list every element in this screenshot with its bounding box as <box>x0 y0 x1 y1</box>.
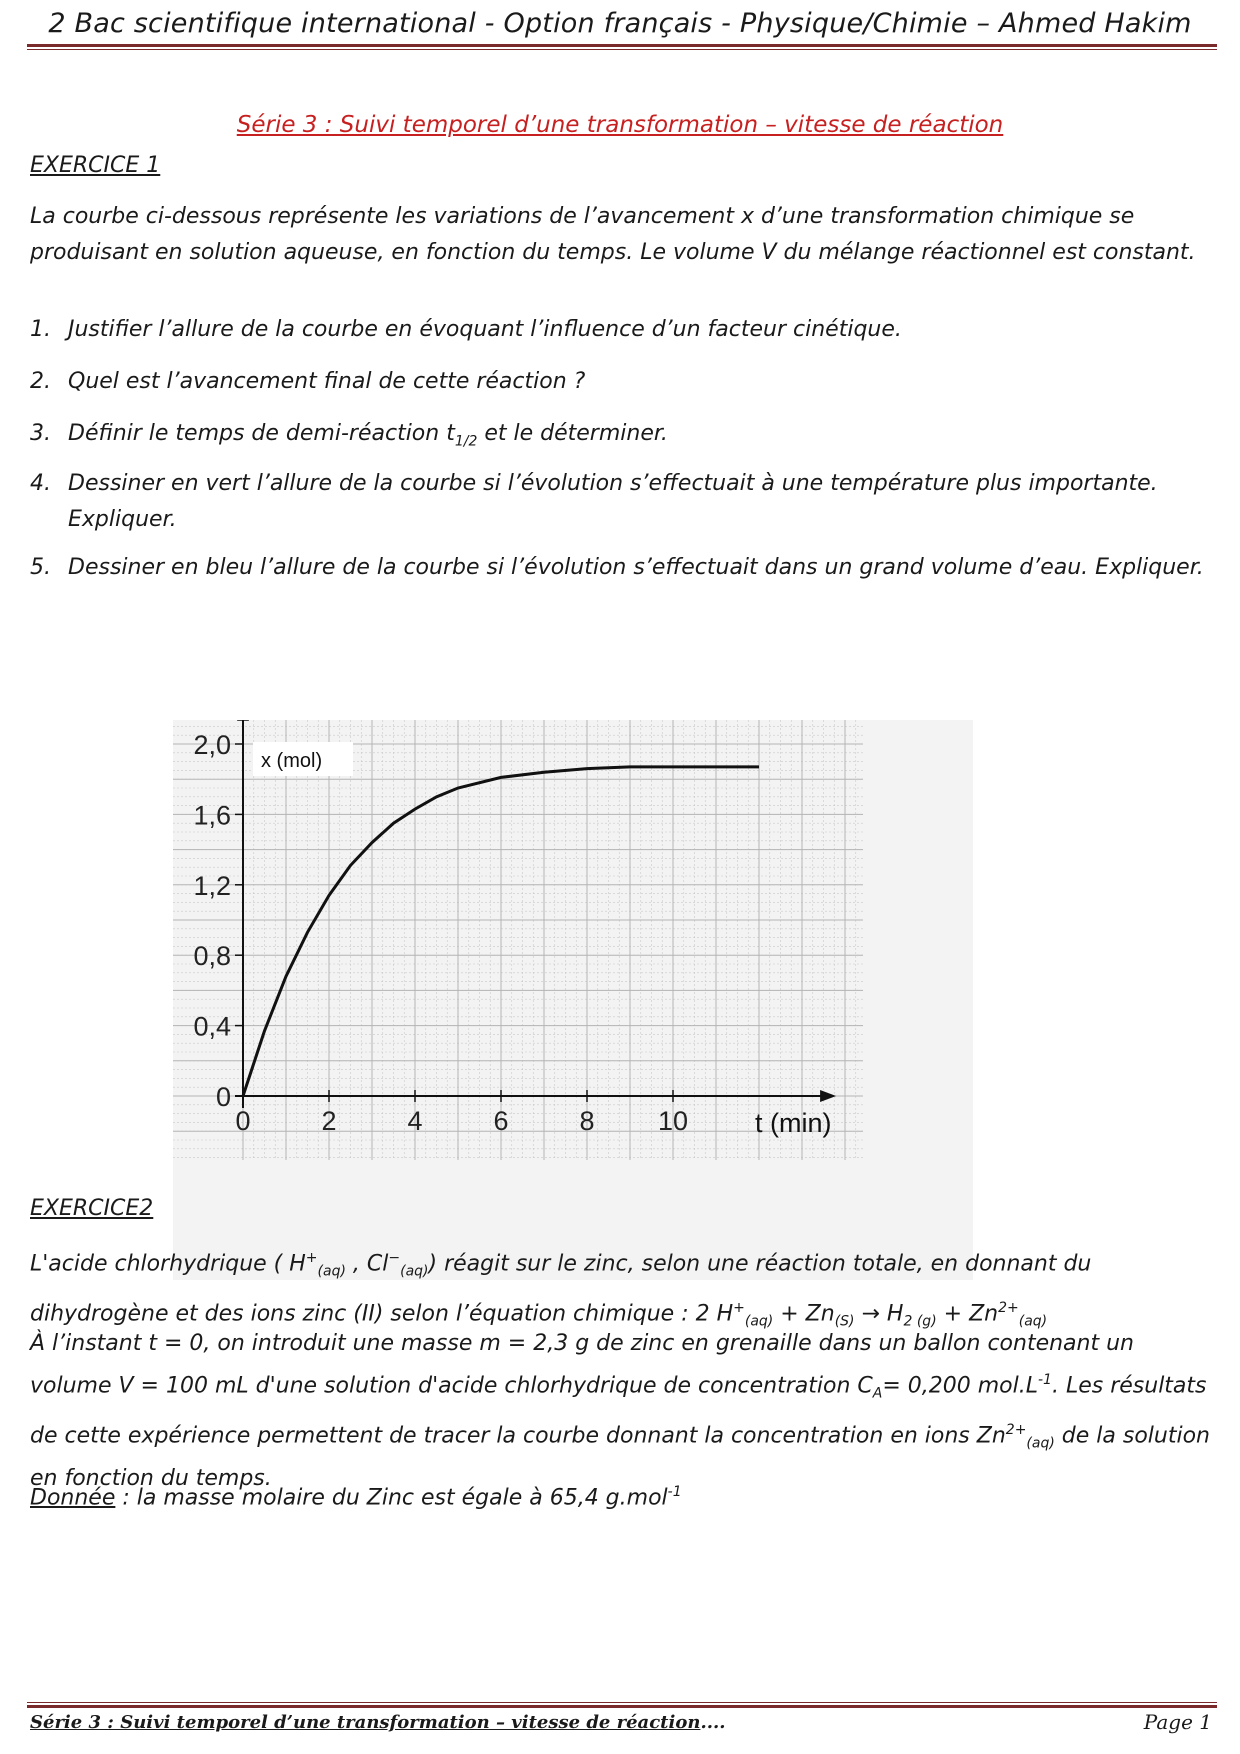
text-part: ) réagit sur le zinc, selon une réaction totale, en donnant du dihydrogène et des ions zinc (II) selon l’équation chimique : 2 H <box>30 1251 1092 1327</box>
question-number: 2. <box>30 369 51 394</box>
text-part: L'acide chlorhydrique ( H <box>30 1251 306 1277</box>
text-part: À l’instant t = 0, on introduit une masse m = 2,3 g de zinc en grenaille dans un ballon contenant un volume V = 100 mL d'une solution d'acide chlorhydrique de concentration C <box>30 1331 1134 1399</box>
x-tick-label: 0 <box>235 1106 251 1136</box>
unit-sup: -1 <box>1038 1372 1052 1388</box>
half-life-subscript: 1/2 <box>454 433 478 450</box>
text-part: → H <box>854 1301 904 1327</box>
state-sub: (S) <box>834 1313 855 1330</box>
data-text: : la masse molaire du Zinc est égale à 65,4 g.mol <box>115 1485 668 1511</box>
exercise-2-paragraph-2 <box>30 1326 1210 1497</box>
footer-dots: .... <box>700 1712 726 1733</box>
chart-container <box>173 720 973 1280</box>
y-tick-label: 0,8 <box>193 941 231 972</box>
header-rule-top <box>27 44 1217 47</box>
question-text <box>68 416 1210 459</box>
question-text: Quel est l’avancement final de cette réaction ? <box>68 369 586 394</box>
x-tick-label: 2 <box>321 1106 337 1136</box>
question-3 <box>30 416 1210 459</box>
question-5 <box>30 550 1210 586</box>
exercise-1-intro: La courbe ci-dessous représente les variations de l’avancement x d’une transformation chimique se produisant en solution aqueuse, en fonction du temps. Le volume V du mélange réactionnel est constant. <box>30 204 1196 265</box>
exercise-2-paragraph-1 <box>30 1240 1210 1339</box>
series-title: Série 3 : Suivi temporel d’une transformation – vitesse de réaction <box>236 112 1004 138</box>
y-axis-label: x (mol) <box>261 750 323 772</box>
charge-sup: + <box>733 1299 745 1316</box>
question-number: 5. <box>30 555 51 580</box>
question-number: 4. <box>30 471 51 496</box>
state-sub: A <box>872 1385 883 1402</box>
question-number: 1. <box>30 317 51 342</box>
charge-sup: 2+ <box>998 1299 1019 1316</box>
page-header-title: 2 Bac scientifique international - Option français - Physique/Chimie – Ahmed Hakim <box>48 8 1192 39</box>
state-sub: 2 (g) <box>903 1313 937 1330</box>
state-sub: (aq) <box>317 1263 346 1280</box>
chart-background <box>173 720 973 1280</box>
exercise-2-data <box>30 1474 1210 1516</box>
x-axis-label: t (min) <box>755 1108 832 1138</box>
y-tick-label: 0,4 <box>193 1011 231 1042</box>
footer-series-title <box>30 1712 726 1733</box>
footer-rule-top <box>27 1702 1217 1703</box>
text-part: , Cl <box>345 1251 389 1277</box>
text-part: + Zn <box>773 1301 835 1327</box>
question-1 <box>30 312 1210 348</box>
y-tick-label: 1,6 <box>193 800 231 831</box>
page-number: Page 1 <box>1143 1710 1212 1734</box>
exercise-1-title: EXERCICE 1 <box>30 153 161 178</box>
header-rule-bottom <box>27 49 1217 50</box>
charge-sup: − <box>388 1250 401 1266</box>
question-4 <box>30 466 1210 538</box>
unit-sup: -1 <box>667 1484 682 1500</box>
y-axis-arrow <box>237 720 249 721</box>
state-sub: (aq) <box>400 1263 429 1280</box>
x-tick-label: 6 <box>493 1106 509 1136</box>
data-label: Donnée <box>30 1485 116 1511</box>
question-2 <box>30 364 1210 400</box>
footer-rule-bottom <box>27 1705 1217 1708</box>
x-tick-label: 8 <box>579 1106 595 1136</box>
text-part: de la solution en fonction du temps. <box>30 1423 1211 1492</box>
advancement-chart <box>173 720 973 1280</box>
exercise-2-title: EXERCICE2 <box>30 1196 154 1221</box>
question-text: Dessiner en bleu l’allure de la courbe si l’évolution s’effectuait dans un grand volume d’eau. Expliquer. <box>68 555 1204 580</box>
state-sub: (aq) <box>1026 1435 1055 1452</box>
question-text-part: et le déterminer. <box>477 421 668 446</box>
text-part: = 0,200 mol.L <box>882 1373 1038 1399</box>
question-text-part: Définir le temps de demi-réaction t <box>68 421 455 446</box>
footer-title-text: Série 3 : Suivi temporel d’une transformation – vitesse de réaction <box>30 1712 701 1733</box>
x-tick-label: 4 <box>407 1106 423 1136</box>
y-tick-label: 0 <box>215 1082 231 1112</box>
x-tick-label: 10 <box>657 1106 689 1136</box>
text-part: + Zn <box>936 1301 999 1327</box>
state-sub: (aq) <box>1018 1313 1048 1330</box>
charge-sup: 2+ <box>1005 1421 1027 1438</box>
text-part: . Les résultats de cette expérience permettent de tracer la courbe donnant la concentration en ions Zn <box>30 1373 1207 1449</box>
state-sub: (aq) <box>744 1313 774 1330</box>
y-tick-label: 2,0 <box>193 730 231 760</box>
question-number: 3. <box>30 421 51 446</box>
charge-sup: + <box>305 1250 318 1266</box>
question-text: Justifier l’allure de la courbe en évoquant l’influence d’un facteur cinétique. <box>68 317 902 342</box>
y-tick-label: 1,2 <box>193 870 231 901</box>
question-text: Dessiner en vert l’allure de la courbe si l’évolution s’effectuait à une température plus importante. Expliquer. <box>68 471 1158 532</box>
